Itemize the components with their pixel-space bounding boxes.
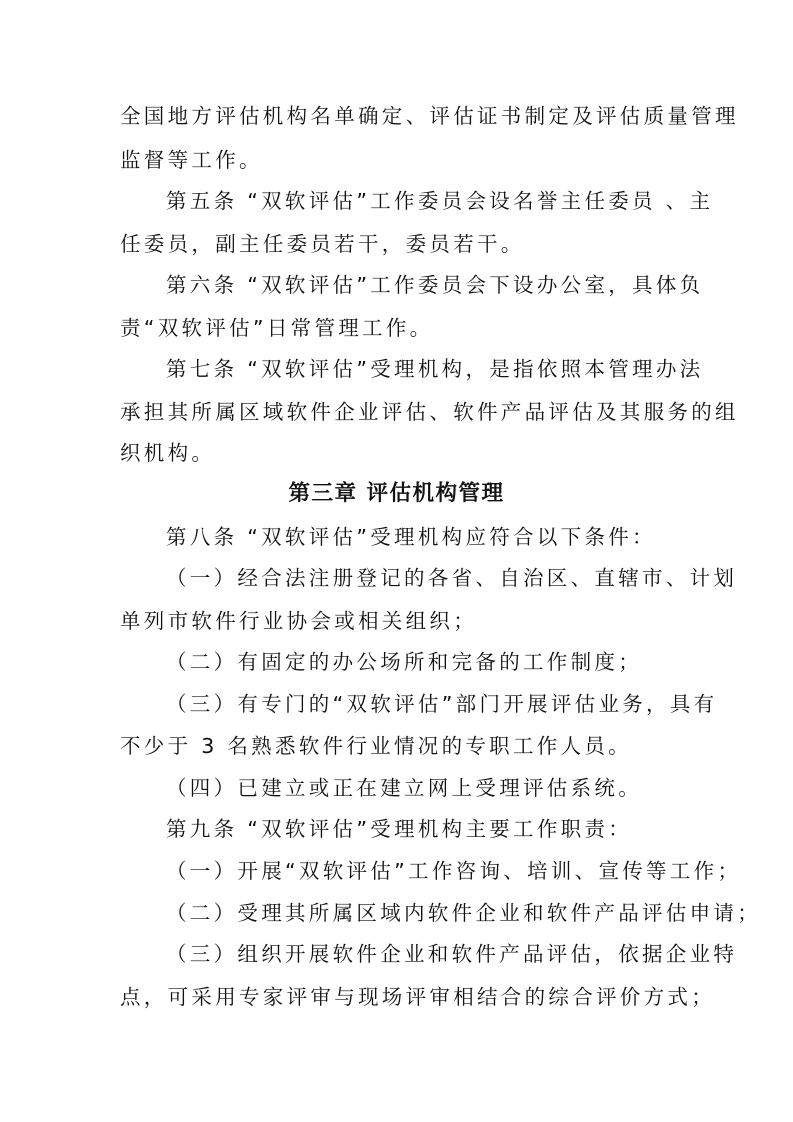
article-6-line: 第六条 “双软评估”工作委员会下设办公室，具体负: [166, 273, 704, 297]
article-7-line: 第七条 “双软评估”受理机构，是指依照本管理办法: [166, 357, 704, 381]
text-line: 责“双软评估”日常管理工作。: [120, 316, 434, 340]
list-item-line: （三）有专门的“双软评估”部门开展评估业务，具有: [166, 692, 718, 716]
chapter-heading: 第三章 评估机构管理: [288, 481, 505, 506]
list-item-line: （四）已建立或正在建立网上受理评估系统。: [166, 776, 642, 800]
article-9-line: 第九条 “双软评估”受理机构主要工作职责：: [166, 817, 633, 841]
list-item-line: （一）开展“双软评估”工作咨询、培训、宣传等工作；: [166, 859, 742, 883]
text-line: 任委员，副主任委员若干，委员若干。: [120, 232, 525, 256]
list-item-line: （三）组织开展软件企业和软件产品评估，依据企业特: [166, 942, 738, 966]
text-line: 监督等工作。: [120, 148, 263, 172]
text-line: 承担其所属区域软件企业评估、软件产品评估及其服务的组: [120, 400, 739, 424]
text-line: 单列市软件行业协会或相关组织；: [120, 609, 477, 633]
list-item-line: （二）有固定的办公场所和完备的工作制度；: [166, 650, 642, 674]
text-line: 全国地方评估机构名单确定、评估证书制定及评估质量管理: [120, 104, 739, 128]
text-line: 不少于 3 名熟悉软件行业情况的专职工作人员。: [120, 734, 632, 758]
list-item-line: （二）受理其所属区域内软件企业和软件产品评估申请；: [166, 901, 761, 925]
text-line: 点，可采用专家评审与现场评审相结合的综合评价方式；: [120, 985, 715, 1009]
article-5-line: 第五条 “双软评估”工作委员会设名誉主任委员 、主: [166, 189, 714, 213]
text-line: 织机构。: [120, 441, 216, 465]
list-item-line: （一）经合法注册登记的各省、自治区、直辖市、计划: [166, 566, 738, 590]
article-8-line: 第八条 “双软评估”受理机构应符合以下条件：: [166, 525, 656, 549]
